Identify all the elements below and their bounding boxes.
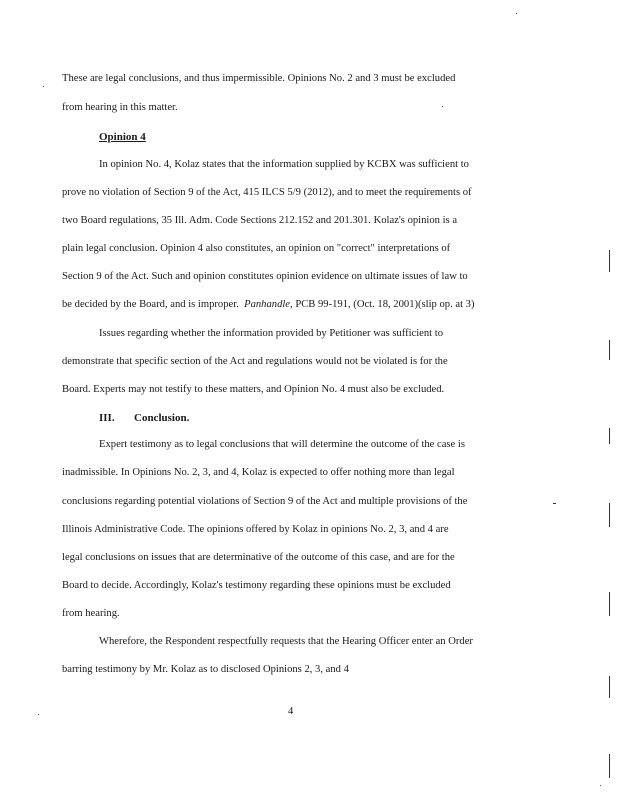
scan-artifact (43, 86, 44, 87)
scan-artifact (609, 676, 610, 698)
text-line: Illinois Administrative Code. The opinions offered by Kolaz in opinions No. 2, 3, and 4 are (62, 524, 449, 535)
scan-artifact (600, 785, 601, 786)
text-line: Wherefore, the Respondent respectfully requests that the Hearing Officer enter an Order (99, 636, 473, 647)
text-line: Board to decide. Accordingly, Kolaz's testimony regarding these opinions must be excluded (62, 580, 451, 591)
scan-artifact (38, 714, 39, 715)
text-line: prove no violation of Section 9 of the Act, 415 ILCS 5/9 (2012), and to meet the requirements of (62, 187, 472, 198)
scan-artifact (553, 503, 556, 504)
text-line: barring testimony by Mr. Kolaz as to disclosed Opinions 2, 3, and 4 (62, 664, 349, 675)
text-segment: be decided by the Board, and is improper. (62, 299, 239, 310)
section-number: III. (99, 412, 115, 424)
scan-artifact (609, 428, 610, 444)
scan-artifact (609, 340, 610, 360)
scan-artifact (609, 754, 610, 778)
text-line: conclusions regarding potential violations of Section 9 of the Act and multiple provisions of the (62, 496, 468, 507)
text-line: from hearing. (62, 608, 120, 619)
page-number: 4 (288, 706, 294, 717)
text-line: demonstrate that specific section of the Act and regulations would not be violated is for the (62, 356, 448, 367)
text-line: These are legal conclusions, and thus impermissible. Opinions No. 2 and 3 must be excluded (62, 73, 456, 84)
text-line: Board. Experts may not testify to these matters, and Opinion No. 4 must also be excluded. (62, 384, 445, 395)
text-line: two Board regulations, 35 Ill. Adm. Code Sections 212.152 and 201.301. Kolaz's opinion is a (62, 215, 458, 226)
text-line: legal conclusions on issues that are determinative of the outcome of this case, and are for the (62, 552, 455, 563)
text-line: In opinion No. 4, Kolaz states that the information supplied by KCBX was sufficient to (99, 159, 469, 170)
text-segment: , PCB 99-191, (Oct. 18, 2001)(slip op. at 3) (290, 299, 475, 310)
text-line: plain legal conclusion. Opinion 4 also constitutes, an opinion on "correct" interpretations of (62, 243, 451, 254)
text-line: Section 9 of the Act. Such and opinion constitutes opinion evidence on ultimate issues of law to (62, 271, 468, 282)
text-line: from hearing in this matter. (62, 102, 178, 113)
scan-artifact (609, 503, 610, 527)
case-citation: Panhandle (244, 299, 291, 310)
scan-artifact (442, 106, 443, 107)
scan-artifact (609, 592, 610, 616)
text-line: Issues regarding whether the information provided by Petitioner was sufficient to (99, 328, 444, 339)
section-title: Conclusion. (134, 412, 190, 424)
text-line: Expert testimony as to legal conclusions that will determine the outcome of the case is (99, 439, 465, 450)
scan-artifact (609, 250, 610, 272)
scan-artifact (516, 13, 517, 14)
opinion-4-heading: Opinion 4 (99, 131, 146, 143)
text-line-with-citation (62, 298, 475, 312)
text-line: inadmissible. In Opinions No. 2, 3, and 4, Kolaz is expected to offer nothing more than legal (62, 467, 455, 478)
